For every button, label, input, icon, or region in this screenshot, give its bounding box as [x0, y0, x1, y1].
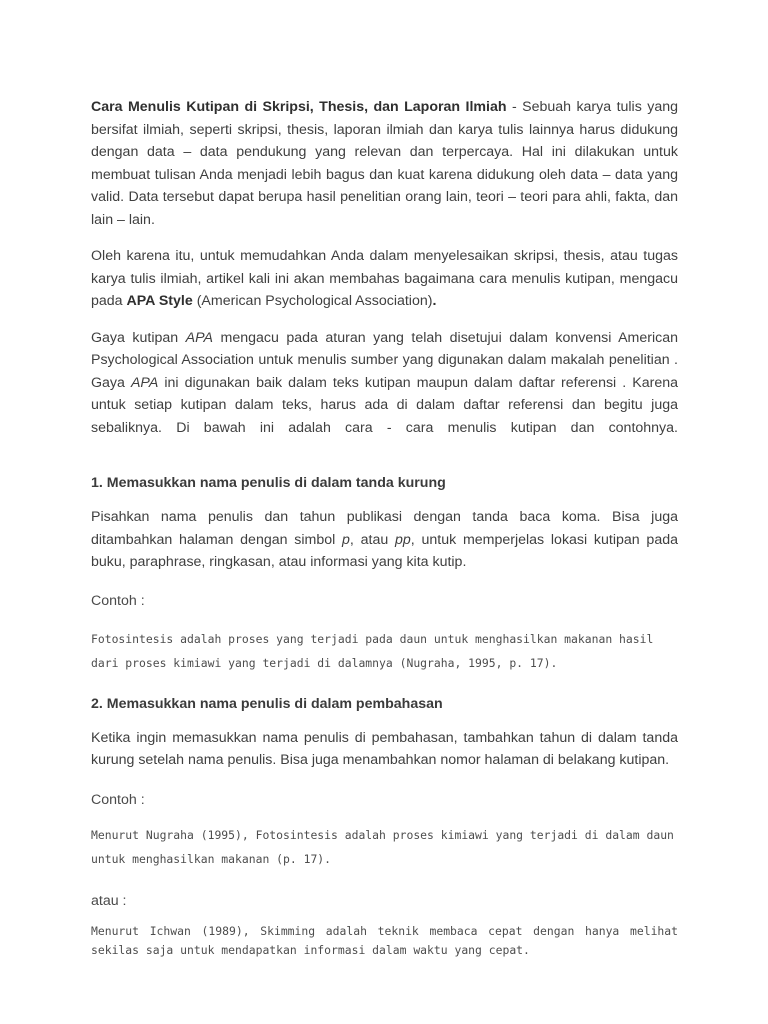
apa-italic-2: APA	[130, 374, 159, 391]
document-page	[91, 96, 678, 960]
purpose-text: Oleh karena itu, untuk memudahkan Anda dalam menyelesaikan skripsi, thesis, atau tugas karya tulis ilmiah, artikel kali ini akan membahas bagaimana cara menulis kutipan, mengacu pada	[91, 248, 678, 309]
section-2-heading: 2. Memasukkan nama penulis di dalam pembahasan	[91, 695, 443, 712]
apa-desc-text-1: Gaya kutipan	[91, 329, 186, 346]
section-1-paragraph	[91, 506, 678, 574]
intro-text: - Sebuah karya tulis yang bersifat ilmiah, seperti skripsi, thesis, laporan ilmiah dan karya tulis lainnya harus didukung dengan data – data pendukung yang relevan dan terpercaya. Hal ini dilakukan untuk membuat tulisan Anda menjadi lebih bagus dan kuat karena didukung oleh data – data yang valid. Data tersebut dapat berupa hasil penelitian orang lain, teori – teori para ahli, fakta, dan lain – lain.	[91, 99, 678, 228]
section-1-heading: 1. Memasukkan nama penulis di dalam tanda kurung	[91, 475, 446, 491]
section-2-or-label: atau :	[91, 892, 127, 909]
article-title: Cara Menulis Kutipan di Skripsi, Thesis, dan Laporan Ilmiah	[91, 99, 507, 115]
apa-desc-text-3: ini digunakan baik dalam teks kutipan maupun dalam daftar referensi . Karena untuk setiap kutipan dalam teks, harus ada di dalam daftar referensi dan begitu juga sebaliknya. Di bawah ini adalah cara - cara menulis kutipan dan contohnya.	[91, 374, 678, 436]
apa-desc-text-2: mengacu pada aturan yang telah disetujui dalam konvensi American Psychological Association untuk menulis sumber yang digunakan dalam makalah penelitian . Gaya	[91, 329, 678, 391]
section-1-example-label: Contoh :	[91, 592, 145, 609]
apa-italic-1: APA	[185, 329, 213, 346]
section-2-example-2: Menurut Ichwan (1989), Skimming adalah teknik membaca cepat dengan hanya melihat sekilas saja untuk mendapatkan informasi dalam waktu yang cepat.	[91, 923, 678, 957]
section-2-example: Menurut Nugraha (1995), Fotosintesis adalah proses kimiawi yang terjadi di dalam daun untuk menghasilkan makanan (p. 17).	[91, 827, 674, 866]
section-1-example: Fotosintesis adalah proses yang terjadi pada daun untuk menghasilkan makanan hasil dari proses kimiawi yang terjadi di dalamnya (Nugraha, 1995, p. 17).	[91, 631, 654, 670]
apa-style-term: APA Style	[126, 293, 193, 309]
apa-description-paragraph	[91, 327, 678, 440]
section-1-text-2: , atau	[349, 531, 395, 548]
symbol-p: p	[342, 531, 350, 548]
section-1-text-1: Pisahkan nama penulis dan tahun publikasi dengan tanda baca koma. Bisa juga ditambahkan halaman dengan simbol	[91, 509, 678, 548]
purpose-paragraph	[91, 245, 678, 313]
apa-expansion: (American Psychological Association)	[192, 293, 433, 309]
section-2-example-label: Contoh :	[91, 791, 145, 808]
purpose-period: .	[432, 293, 437, 309]
section-2-paragraph: Ketika ingin memasukkan nama penulis di pembahasan, tambahkan tahun di dalam tanda kurung setelah nama penulis. Bisa juga menambahkan nomor halaman di belakang kutipan.	[91, 729, 678, 768]
symbol-pp: pp	[395, 531, 411, 548]
section-1-text-3: , untuk memperjelas lokasi kutipan pada buku, paraphrase, ringkasan, atau informasi yang kita kutip.	[91, 531, 678, 570]
intro-paragraph	[91, 96, 678, 231]
